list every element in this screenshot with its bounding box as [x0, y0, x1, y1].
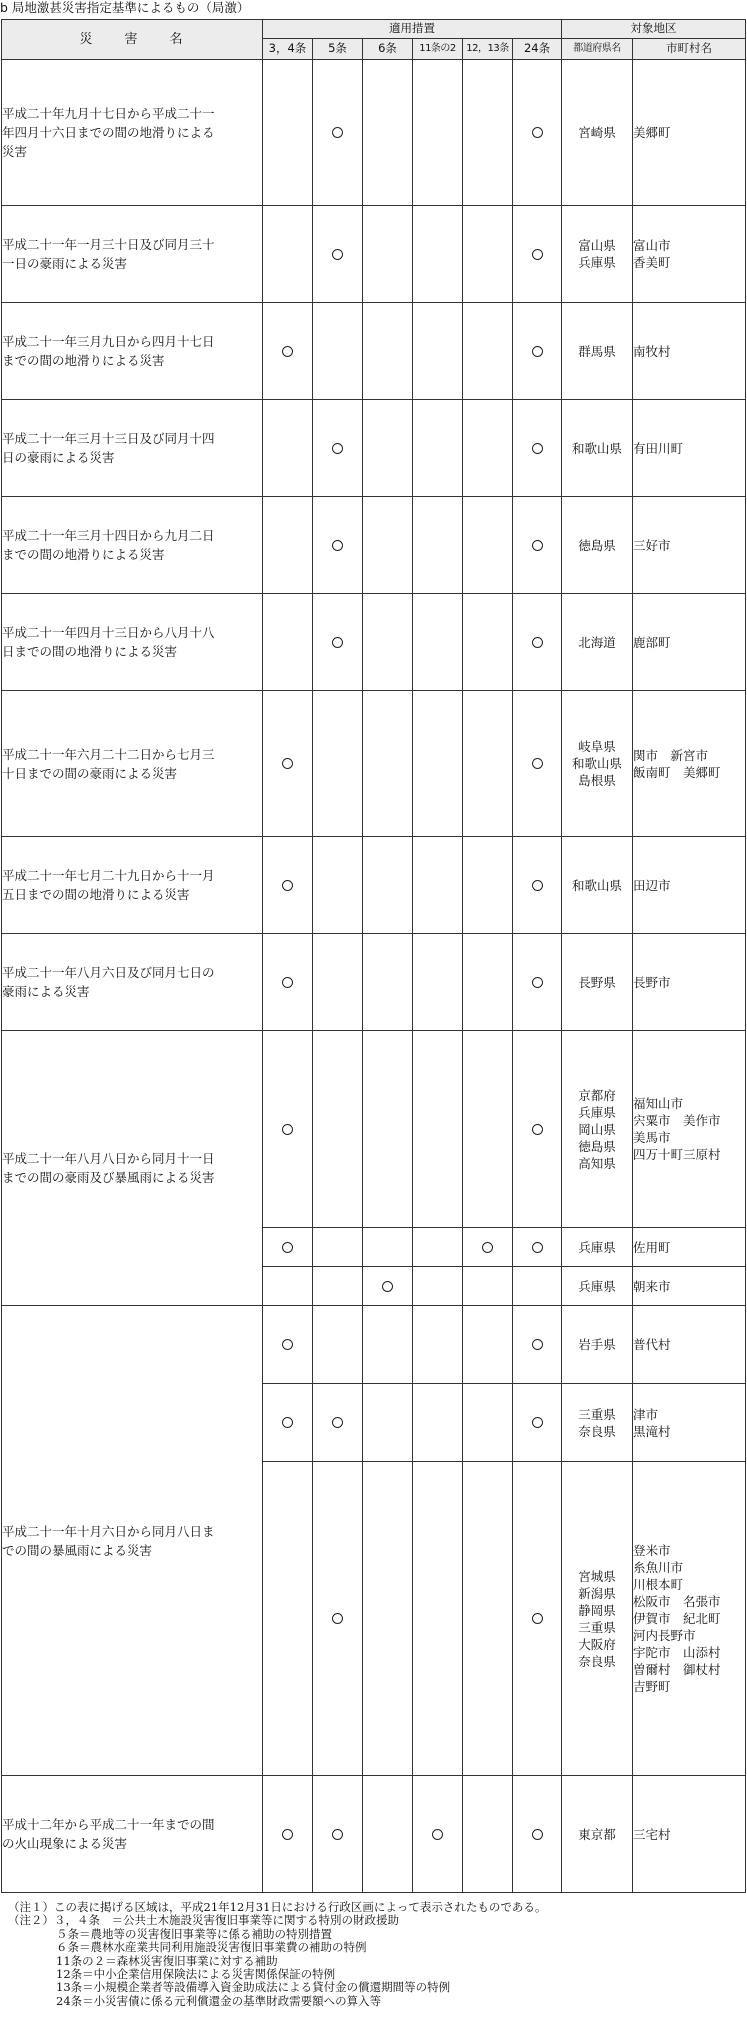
- circle-mark-icon: [532, 880, 543, 891]
- mark-cell-col-6: [363, 1384, 413, 1462]
- mark-cell-col-11: [413, 837, 463, 934]
- mark-cell-col-34: [263, 934, 313, 1031]
- prefecture-name: 群馬県: [578, 343, 616, 359]
- city-cell: [633, 497, 746, 594]
- mark-cell-col-11: [413, 934, 463, 1031]
- mark-cell-col-11: [413, 497, 463, 594]
- mark-cell-col-5: [313, 837, 363, 934]
- prefecture-name: 兵庫県: [578, 255, 616, 270]
- mark-cell-col-5: [313, 594, 363, 691]
- prefecture-name: 静岡県: [578, 1602, 616, 1618]
- table-row: [2, 303, 746, 400]
- mark-cell-col-11: [413, 1031, 463, 1228]
- city-name: 黒滝村: [633, 1423, 671, 1439]
- header-col-pref: 都道府県名: [562, 39, 633, 60]
- prefecture-name: 和歌山県: [572, 877, 623, 893]
- prefecture-cell: [562, 1384, 633, 1462]
- table-row: [2, 934, 746, 1031]
- prefecture-name: 新潟県: [578, 1585, 616, 1601]
- mark-cell-col-5: [313, 206, 363, 303]
- disaster-name-cell: [2, 691, 263, 837]
- city-cell: [633, 934, 746, 1031]
- mark-cell-col-1213: [463, 1776, 513, 1893]
- mark-cell-col-11: [413, 594, 463, 691]
- prefecture-name: 東京都: [578, 1826, 616, 1842]
- mark-cell-col-6: [363, 837, 413, 934]
- mark-cell-col-6: [363, 206, 413, 303]
- table-title: b 局地激甚災害指定基準によるもの（局激）: [0, 0, 250, 15]
- disaster-name-cell: [2, 60, 263, 206]
- city-name: 登米市: [633, 1543, 671, 1558]
- mark-cell-col-6: [363, 1031, 413, 1228]
- note-1: （注１）この表に掲げる区域は，平成21年12月31日における行政区画によって表示されたものである。: [8, 1900, 547, 1914]
- note-2-item: 24条＝小災害債に係る元利償還金の基準財政需要額への算入等: [56, 1993, 382, 2008]
- mark-cell-col-11: [413, 400, 463, 497]
- disaster-name-line: 平成二十一年八月八日から同月十一日: [2, 1151, 215, 1166]
- prefecture-name: 徳島県: [578, 1138, 616, 1154]
- mark-cell-col-34: [263, 837, 313, 934]
- table-row: [2, 594, 746, 691]
- disaster-table: [1, 19, 746, 1893]
- prefecture-cell: [562, 1306, 633, 1384]
- circle-mark-icon: [482, 1242, 493, 1253]
- disaster-name-line: 五日までの間の地滑りによる災害: [2, 887, 190, 902]
- mark-cell-col-5: [313, 497, 363, 594]
- prefecture-name: 高知県: [578, 1155, 616, 1171]
- mark-cell-col-1213: [463, 1384, 513, 1462]
- city-name: 宍粟市 美作市: [633, 1113, 721, 1128]
- mark-cell-col-6: [363, 1267, 413, 1306]
- city-cell: [633, 1031, 746, 1228]
- disaster-name-cell: [2, 1031, 263, 1306]
- city-cell: [633, 60, 746, 206]
- city-name: 南牧村: [633, 343, 671, 359]
- mark-cell-col-24: [513, 1462, 562, 1776]
- mark-cell-col-34: [263, 1776, 313, 1893]
- mark-cell-col-24: [513, 303, 562, 400]
- prefecture-cell: [562, 1776, 633, 1893]
- mark-cell-col-24: [513, 1306, 562, 1384]
- disaster-name-line: 平成二十一年六月二十二日から七月三: [2, 746, 215, 762]
- mark-cell-col-1213: [463, 837, 513, 934]
- mark-cell-col-6: [363, 400, 413, 497]
- city-cell: [633, 206, 746, 303]
- circle-mark-icon: [282, 880, 293, 891]
- circle-mark-icon: [532, 637, 543, 648]
- mark-cell-col-6: [363, 1228, 413, 1267]
- mark-cell-col-24: [513, 1228, 562, 1267]
- disaster-name-line: 平成二十一年一月三十日及び同月三十: [2, 237, 215, 252]
- circle-mark-icon: [282, 1124, 293, 1135]
- disaster-name-line: までの間の地滑りによる災害: [2, 547, 165, 562]
- mark-cell-col-24: [513, 1384, 562, 1462]
- circle-mark-icon: [282, 1339, 293, 1350]
- city-name: 関市 新宮市: [633, 747, 709, 763]
- disaster-name-line: 一日の豪雨による災害: [2, 256, 128, 271]
- mark-cell-col-1213: [463, 1462, 513, 1776]
- mark-cell-col-34: [263, 60, 313, 206]
- disaster-name-line: までの間の地滑りによる災害: [2, 353, 165, 368]
- mark-cell-col-1213: [463, 934, 513, 1031]
- disaster-name-line: 平成二十一年三月十三日及び同月十四: [2, 431, 215, 446]
- circle-mark-icon: [532, 1339, 543, 1350]
- mark-cell-col-6: [363, 594, 413, 691]
- mark-cell-col-24: [513, 1267, 562, 1306]
- circle-mark-icon: [332, 1829, 343, 1840]
- prefecture-cell: [562, 837, 633, 934]
- prefecture-name: 岐阜県: [578, 739, 616, 754]
- prefecture-name: 和歌山県: [572, 756, 623, 771]
- circle-mark-icon: [532, 249, 543, 260]
- mark-cell-col-24: [513, 497, 562, 594]
- mark-cell-col-6: [363, 691, 413, 837]
- city-name: 長野市: [633, 974, 671, 990]
- mark-cell-col-1213: [463, 1306, 513, 1384]
- disaster-name-line: までの間の豪雨及び暴風雨による災害: [2, 1170, 215, 1185]
- mark-cell-col-11: [413, 206, 463, 303]
- disaster-name-line: での間の暴風雨による災害: [2, 1542, 153, 1558]
- city-cell: [633, 303, 746, 400]
- disaster-name-line: 災害: [2, 144, 28, 159]
- city-cell: [633, 1462, 746, 1776]
- disaster-name-cell: [2, 594, 263, 691]
- note-2-item: 13条＝小規模企業者等設備導入資金助成法による貸付金の償還期間等の特例: [56, 1980, 451, 1995]
- city-name: 松阪市 名張市: [633, 1594, 721, 1609]
- disaster-name-line: 平成二十一年四月十三日から八月十八: [2, 625, 215, 640]
- prefecture-name: 兵庫県: [578, 1239, 616, 1255]
- mark-cell-col-11: [413, 1228, 463, 1267]
- circle-mark-icon: [282, 1417, 293, 1428]
- prefecture-name: 岩手県: [578, 1337, 616, 1352]
- city-cell: [633, 400, 746, 497]
- circle-mark-icon: [282, 1242, 293, 1253]
- disaster-name-line: 日の豪雨による災害: [2, 450, 115, 465]
- disaster-name-line: 平成二十一年八月六日及び同月七日の: [2, 965, 215, 980]
- mark-cell-col-34: [263, 1267, 313, 1306]
- prefecture-cell: [562, 691, 633, 837]
- disaster-name-line: 平成二十一年十月六日から同月八日ま: [2, 1523, 215, 1539]
- notes: [8, 1901, 743, 2008]
- prefecture-name: 長野県: [578, 974, 616, 990]
- prefecture-name: 和歌山県: [572, 440, 623, 456]
- prefecture-name: 三重県: [578, 1406, 616, 1422]
- circle-mark-icon: [282, 758, 293, 769]
- circle-mark-icon: [532, 758, 543, 769]
- mark-cell-col-1213: [463, 497, 513, 594]
- disaster-name-cell: [2, 1776, 263, 1893]
- mark-cell-col-5: [313, 60, 363, 206]
- mark-cell-col-34: [263, 1384, 313, 1462]
- mark-cell-col-1213: [463, 1228, 513, 1267]
- prefecture-cell: [562, 206, 633, 303]
- mark-cell-col-5: [313, 1228, 363, 1267]
- mark-cell-col-34: [263, 1462, 313, 1776]
- mark-cell-col-11: [413, 1776, 463, 1893]
- circle-mark-icon: [332, 127, 343, 138]
- circle-mark-icon: [332, 637, 343, 648]
- mark-cell-col-1213: [463, 303, 513, 400]
- city-name: 朝来市: [633, 1278, 671, 1294]
- mark-cell-col-5: [313, 1306, 363, 1384]
- table-row: [2, 206, 746, 303]
- city-name: 鹿部町: [633, 634, 671, 650]
- mark-cell-col-6: [363, 303, 413, 400]
- circle-mark-icon: [282, 346, 293, 357]
- disaster-name-line: 豪雨による災害: [2, 984, 90, 999]
- mark-cell-col-11: [413, 691, 463, 837]
- circle-mark-icon: [532, 346, 543, 357]
- prefecture-name: 三重県: [578, 1619, 616, 1635]
- note-2-item: ５条＝農地等の災害復旧事業等に係る補助の特別措置: [56, 1926, 332, 1941]
- city-cell: [633, 837, 746, 934]
- disaster-name-line: 平成二十年九月十七日から平成二十一: [2, 106, 215, 121]
- city-cell: [633, 691, 746, 837]
- prefecture-name: 大阪府: [578, 1636, 616, 1652]
- disaster-name-cell: [2, 206, 263, 303]
- disaster-name-line: 年四月十六日までの間の地滑りによる: [2, 125, 215, 140]
- prefecture-cell: [562, 497, 633, 594]
- table-row: [2, 1031, 746, 1228]
- prefecture-cell: [562, 303, 633, 400]
- mark-cell-col-5: [313, 1384, 363, 1462]
- city-cell: [633, 1306, 746, 1384]
- prefecture-name: 岡山県: [578, 1121, 616, 1137]
- circle-mark-icon: [532, 977, 543, 988]
- mark-cell-col-34: [263, 1228, 313, 1267]
- note-2-item: 12条＝中小企業信用保険法による災害関係保証の特例: [56, 1967, 336, 1982]
- mark-cell-col-1213: [463, 1031, 513, 1228]
- mark-cell-col-24: [513, 60, 562, 206]
- mark-cell-col-34: [263, 303, 313, 400]
- mark-cell-col-1213: [463, 1267, 513, 1306]
- mark-cell-col-11: [413, 303, 463, 400]
- city-name: 三宅村: [633, 1826, 671, 1842]
- prefecture-name: 兵庫県: [578, 1104, 616, 1120]
- city-cell: [633, 1384, 746, 1462]
- prefecture-name: 宮城県: [578, 1568, 616, 1584]
- city-name: 曽爾村 御杖村: [633, 1662, 721, 1677]
- circle-mark-icon: [532, 1613, 543, 1624]
- mark-cell-col-1213: [463, 691, 513, 837]
- mark-cell-col-34: [263, 400, 313, 497]
- circle-mark-icon: [532, 1829, 543, 1840]
- note-2-item: 11条の２＝森林災害復旧事業に対する補助: [56, 1953, 278, 1968]
- disaster-name-cell: [2, 837, 263, 934]
- header-col-34: 3，4条: [263, 39, 313, 60]
- city-name: 飯南町 美郷町: [633, 764, 721, 780]
- table-row: [2, 691, 746, 837]
- table-row: [2, 1306, 746, 1384]
- circle-mark-icon: [532, 443, 543, 454]
- prefecture-cell: [562, 1031, 633, 1228]
- header-col-5: 5条: [313, 39, 363, 60]
- city-name: 三好市: [633, 537, 671, 553]
- prefecture-name: 富山県: [578, 238, 616, 253]
- mark-cell-col-5: [313, 1776, 363, 1893]
- disaster-name-line: 平成二十一年七月二十九日から十一月: [2, 868, 215, 883]
- circle-mark-icon: [332, 1417, 343, 1428]
- mark-cell-col-11: [413, 1462, 463, 1776]
- header-target-area: 対象地区: [562, 20, 746, 39]
- circle-mark-icon: [382, 1281, 393, 1292]
- mark-cell-col-24: [513, 206, 562, 303]
- header-measures: 適用措置: [263, 20, 562, 39]
- city-cell: [633, 1776, 746, 1893]
- circle-mark-icon: [532, 1242, 543, 1253]
- disaster-name-cell: [2, 934, 263, 1031]
- prefecture-cell: [562, 1267, 633, 1306]
- mark-cell-col-34: [263, 691, 313, 837]
- prefecture-name: 島根県: [578, 773, 616, 788]
- prefecture-cell: [562, 594, 633, 691]
- prefecture-cell: [562, 1462, 633, 1776]
- city-name: 佐用町: [633, 1239, 671, 1255]
- table-row: [2, 1776, 746, 1893]
- prefecture-name: 京都府: [578, 1087, 616, 1103]
- circle-mark-icon: [282, 977, 293, 988]
- mark-cell-col-34: [263, 1031, 313, 1228]
- mark-cell-col-6: [363, 497, 413, 594]
- prefecture-name: 奈良県: [578, 1653, 616, 1669]
- table-row: [2, 837, 746, 934]
- mark-cell-col-6: [363, 1306, 413, 1384]
- mark-cell-col-24: [513, 1776, 562, 1893]
- disaster-name-line: 平成二十一年三月十四日から九月二日: [2, 528, 215, 543]
- header-col-6: 6条: [363, 39, 413, 60]
- city-name: 宇陀市 山添村: [633, 1645, 721, 1660]
- disaster-name-cell: [2, 497, 263, 594]
- mark-cell-col-5: [313, 1267, 363, 1306]
- circle-mark-icon: [332, 443, 343, 454]
- table-row: [2, 400, 746, 497]
- circle-mark-icon: [332, 540, 343, 551]
- mark-cell-col-24: [513, 1031, 562, 1228]
- mark-cell-col-24: [513, 691, 562, 837]
- header-col-11: 11条の2: [413, 39, 463, 60]
- disaster-name-line: 平成二十一年三月九日から四月十七日: [2, 334, 215, 349]
- mark-cell-col-6: [363, 1776, 413, 1893]
- mark-cell-col-24: [513, 400, 562, 497]
- header-col-1213: 12，13条: [463, 39, 513, 60]
- circle-mark-icon: [432, 1829, 443, 1840]
- mark-cell-col-34: [263, 1306, 313, 1384]
- circle-mark-icon: [282, 1829, 293, 1840]
- mark-cell-col-34: [263, 206, 313, 303]
- city-cell: [633, 594, 746, 691]
- mark-cell-col-34: [263, 497, 313, 594]
- city-name: 福知山市: [633, 1096, 684, 1111]
- mark-cell-col-6: [363, 934, 413, 1031]
- mark-cell-col-1213: [463, 594, 513, 691]
- circle-mark-icon: [332, 249, 343, 260]
- city-name: 普代村: [633, 1337, 671, 1352]
- disaster-name-line: の火山現象による災害: [2, 1836, 128, 1851]
- circle-mark-icon: [332, 1613, 343, 1624]
- header-col-24: 24条: [513, 39, 562, 60]
- mark-cell-col-5: [313, 1462, 363, 1776]
- prefecture-name: 徳島県: [578, 537, 616, 553]
- mark-cell-col-24: [513, 934, 562, 1031]
- city-name: 糸魚川市: [633, 1560, 684, 1575]
- mark-cell-col-11: [413, 60, 463, 206]
- note-2-lead: （注２）３，４条 ＝公共土木施設災害復旧事業等に関する特別の財政援助: [8, 1913, 399, 1928]
- disaster-name-cell: [2, 400, 263, 497]
- mark-cell-col-34: [263, 594, 313, 691]
- circle-mark-icon: [532, 1124, 543, 1135]
- mark-cell-col-1213: [463, 400, 513, 497]
- mark-cell-col-6: [363, 1462, 413, 1776]
- circle-mark-icon: [532, 540, 543, 551]
- city-name: 津市: [633, 1406, 659, 1422]
- mark-cell-col-5: [313, 691, 363, 837]
- city-name: 四万十町三原村: [633, 1147, 721, 1162]
- disaster-name-line: 十日までの間の豪雨による災害: [2, 765, 178, 781]
- prefecture-name: 北海道: [578, 634, 616, 650]
- disaster-name-cell: [2, 1306, 263, 1776]
- mark-cell-col-24: [513, 594, 562, 691]
- circle-mark-icon: [532, 127, 543, 138]
- prefecture-name: 兵庫県: [578, 1278, 616, 1294]
- city-name: 田辺市: [633, 877, 671, 893]
- city-name: 美郷町: [633, 125, 671, 140]
- mark-cell-col-5: [313, 400, 363, 497]
- city-name: 伊賀市 紀北町: [633, 1611, 721, 1626]
- mark-cell-col-1213: [463, 60, 513, 206]
- prefecture-name: 奈良県: [578, 1423, 616, 1439]
- mark-cell-col-6: [363, 60, 413, 206]
- city-name: 香美町: [633, 255, 671, 270]
- prefecture-cell: [562, 1228, 633, 1267]
- mark-cell-col-5: [313, 934, 363, 1031]
- city-name: 富山市: [633, 238, 671, 253]
- mark-cell-col-11: [413, 1267, 463, 1306]
- disaster-name-line: 日までの間の地滑りによる災害: [2, 644, 178, 659]
- mark-cell-col-11: [413, 1384, 463, 1462]
- disaster-name-line: 平成十二年から平成二十一年までの間: [2, 1817, 215, 1832]
- table-row: [2, 497, 746, 594]
- header-disaster-name: 災 害 名: [2, 20, 263, 60]
- table-row: [2, 60, 746, 206]
- prefecture-name: 宮崎県: [578, 125, 616, 140]
- circle-mark-icon: [532, 1417, 543, 1428]
- prefecture-cell: [562, 400, 633, 497]
- mark-cell-col-1213: [463, 206, 513, 303]
- city-name: 吉野町: [633, 1679, 671, 1694]
- mark-cell-col-24: [513, 837, 562, 934]
- city-name: 河内長野市: [633, 1628, 696, 1643]
- prefecture-cell: [562, 934, 633, 1031]
- disaster-name-cell: [2, 303, 263, 400]
- mark-cell-col-5: [313, 1031, 363, 1228]
- city-name: 川根本町: [633, 1577, 684, 1592]
- prefecture-cell: [562, 60, 633, 206]
- note-2-item: ６条＝農林水産業共同利用施設災害復旧事業費の補助の特例: [56, 1940, 367, 1955]
- city-name: 有田川町: [633, 440, 684, 456]
- city-name: 美馬市: [633, 1130, 671, 1145]
- mark-cell-col-5: [313, 303, 363, 400]
- mark-cell-col-11: [413, 1306, 463, 1384]
- city-cell: [633, 1228, 746, 1267]
- header-col-city: 市町村名: [633, 39, 746, 60]
- city-cell: [633, 1267, 746, 1306]
